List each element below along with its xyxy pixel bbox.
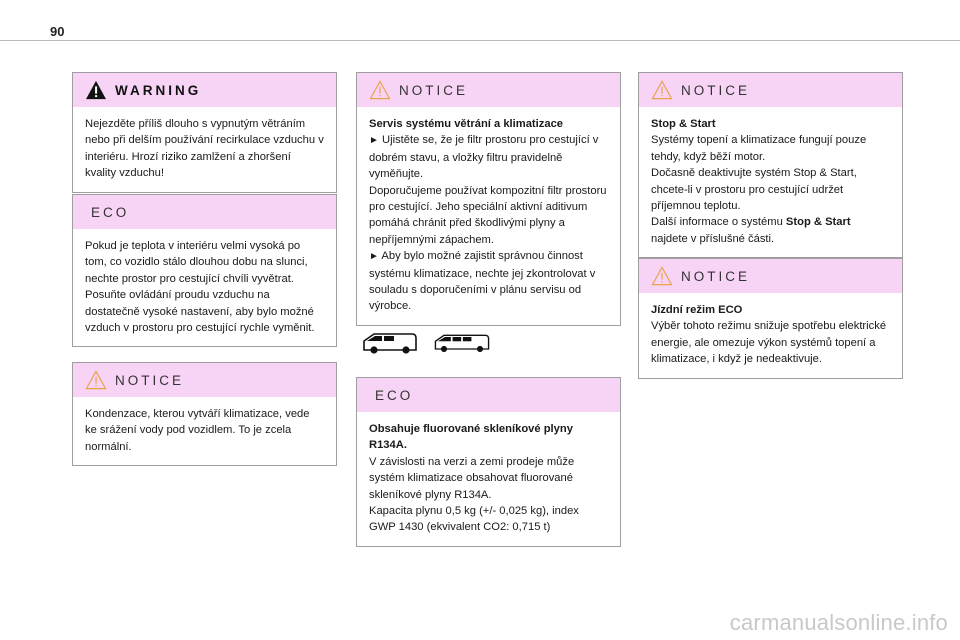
notice-title-2: NOTICE — [399, 82, 469, 98]
arrow-bullet: ► — [369, 135, 379, 147]
watermark: carmanualsonline.info — [729, 610, 948, 635]
notice-box-1 — [72, 362, 337, 466]
notice-box-2 — [356, 72, 621, 326]
warning-header — [73, 73, 336, 107]
notice-header-4 — [639, 259, 902, 293]
notice-text-3c — [651, 214, 890, 247]
notice-bullet-2 — [369, 248, 608, 315]
notice-text-1: Kondenzace, kterou vytváří klimatizace, vede ke srážení vody pod vozidlem. To je zcela normální. — [85, 408, 310, 453]
notice-header-3 — [639, 73, 902, 107]
eco-title-1: ECO — [91, 204, 130, 220]
notice-text-4: Výběr tohoto režimu snižuje spotřebu elektrické energie, ale omezuje výkon systémů topení a klimatizace, i když je nedeaktivuje. — [651, 320, 887, 366]
eco-box-1 — [72, 194, 337, 347]
notice-header-1 — [73, 363, 336, 397]
notice-box-3 — [638, 72, 903, 258]
notice-triangle-icon — [369, 80, 391, 100]
warning-title: WARNING — [115, 82, 202, 98]
warning-text: Nejezděte příliš dlouho s vypnutým větráním nebo při delším používání recirkulace vzduchu v interiéru. Hrozí riziko zamlžení a zhoršení kvality vzduchu! — [85, 118, 324, 180]
notice-heading-4: Jízdní režim ECO — [651, 304, 743, 316]
notice-heading-3: Stop & Start — [651, 118, 716, 130]
notice-triangle-icon — [85, 370, 107, 390]
stop-start-link-text: Stop & Start — [785, 216, 851, 229]
notice-text-3b: Dočasně deaktivujte systém Stop & Start, chcete-li v prostoru pro cestující udržet příjemnou teplotu. — [651, 167, 857, 213]
warning-triangle-icon — [85, 80, 107, 100]
notice-triangle-icon — [651, 80, 673, 100]
van-long-icon — [432, 330, 492, 356]
header-rule — [0, 40, 960, 41]
notice-box-4 — [638, 258, 903, 379]
arrow-bullet: ► — [369, 251, 379, 263]
notice-title-1: NOTICE — [115, 372, 185, 388]
notice-title-3: NOTICE — [681, 82, 751, 98]
notice-header-2 — [357, 73, 620, 107]
eco-text-2b: Kapacita plynu 0,5 kg (+/- 0,025 kg), index GWP 1430 (ekvivalent CO2: 0,715 t) — [369, 505, 579, 534]
notice-para-2: Doporučujeme používat kompozitní filtr prostoru pro cestující. Jeho speciální aktivní aditivum pomáhá chránit před škodlivými plyny a nepříjemnými zápachem. — [369, 184, 607, 246]
notice-bullet-1 — [369, 132, 608, 182]
eco-text-1: Pokud je teplota v interiéru velmi vysoká po tom, co vozidlo stálo dlouhou dobu na slunci, nechte prostor pro cestující chvíli vyvětrat. Posuňte ovládání proudu vzduchu na dostatečně vysoké nastavení, aby bylo možné vzduch v prostoru pro cestující rychle vyměnit. — [85, 240, 315, 335]
notice-title-4: NOTICE — [681, 268, 751, 284]
eco-heading-2: Obsahuje fluorované skleníkové plyny R134A. — [369, 423, 573, 452]
bullet-text-2: Aby bylo možné zajistit správnou činnost systému klimatizace, nechte jej zkontrolovat v souladu s doporučeními v plánu servisu od výrobce. — [369, 250, 596, 313]
vehicle-icons — [360, 330, 492, 356]
notice-text-3a: Systémy topení a klimatizace fungují pouze tehdy, když běží motor. — [651, 134, 867, 163]
notice-triangle-icon — [651, 266, 673, 286]
text-part: najdete v příslušné části. — [651, 232, 775, 245]
van-icon — [360, 330, 420, 356]
text-part: Další informace o systému — [651, 216, 786, 229]
page-number: 90 — [50, 24, 65, 39]
eco-header-1 — [73, 195, 336, 229]
notice-heading-2: Servis systému větrání a klimatizace — [369, 118, 564, 130]
bullet-text-1: Ujistěte se, že je filtr prostoru pro cestující v dobrém stavu, a vložky filtru pravidelně vyměňujte. — [369, 134, 599, 181]
eco-box-2 — [356, 377, 621, 547]
eco-title-2: ECO — [375, 387, 414, 403]
warning-box — [72, 72, 337, 193]
eco-text-2a: V závislosti na verzi a zemi prodeje může systém klimatizace obsahovat fluorované skleníkové plyny R134A. — [369, 455, 575, 501]
eco-header-2 — [357, 378, 620, 412]
